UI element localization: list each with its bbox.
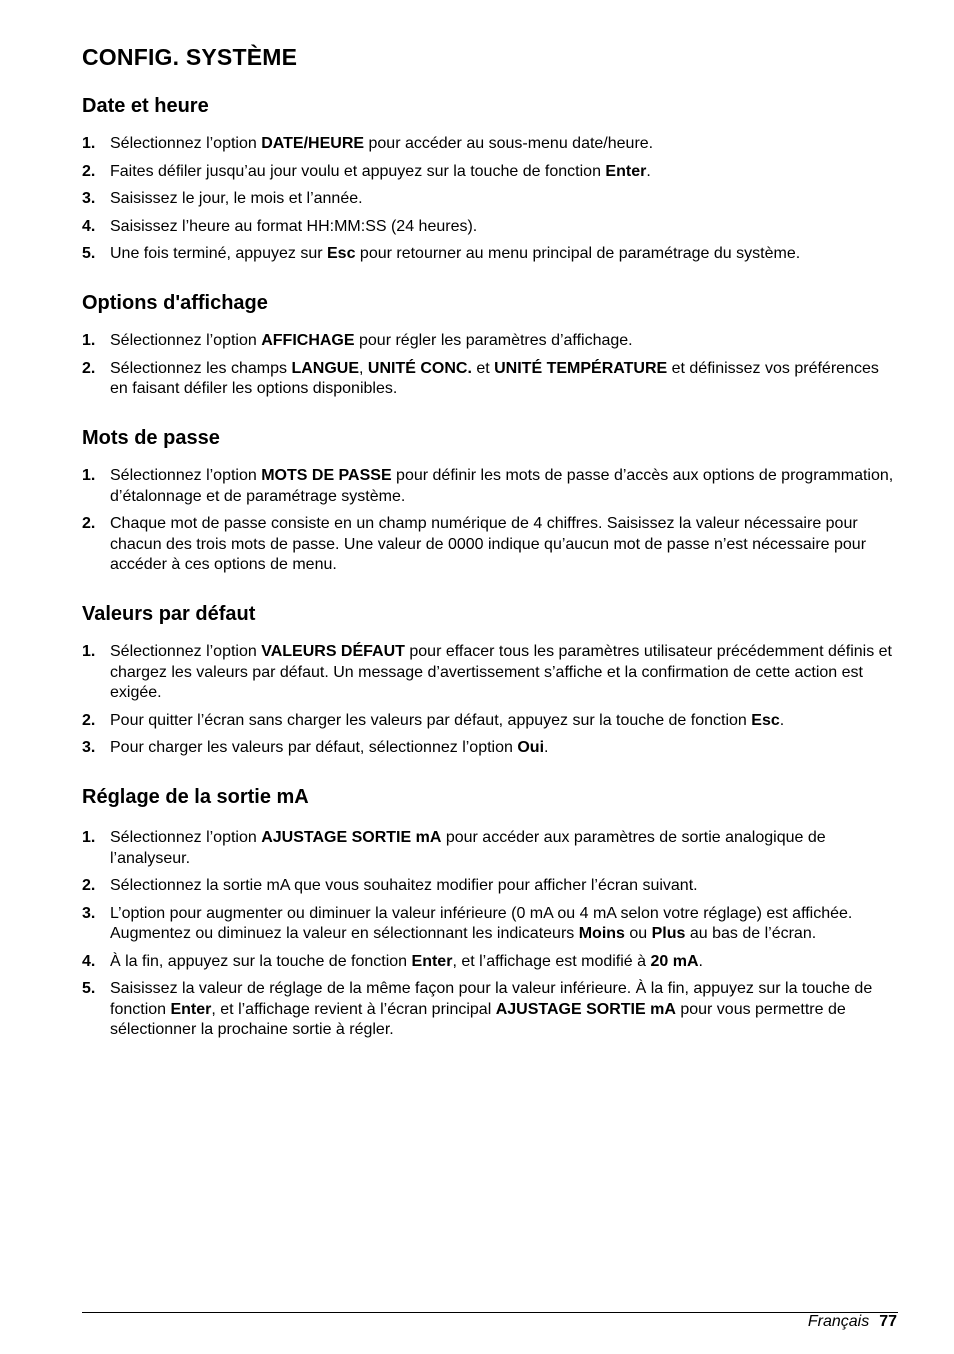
step-text [110,467,893,505]
list-item [82,642,898,704]
list-item [82,904,898,945]
text-run: pour vous permettre de sélectionner la prochaine sortie à régler. [110,1000,846,1038]
list-item [82,331,898,352]
bold-term: Moins [578,925,625,942]
bold-term: Enter [170,1000,212,1018]
step-number: 3. [82,904,96,922]
text-run: pour retourner au menu principal de paramétrage du système. [355,245,801,262]
bold-term: AJUSTAGE SORTIE mA [261,829,442,846]
step-list [82,828,898,1041]
bold-term: 20 mA [650,952,699,970]
text-run: Une fois terminé, appuyez sur [110,245,327,262]
text-run: et définissez vos préférences en faisant défiler les options disponibles. [110,359,879,397]
bold-term: UNITÉ TEMPÉRATURE [494,359,668,377]
list-item [82,738,898,759]
list-item [82,828,898,869]
text-run: Saisissez le jour, le mois et l’année. [110,190,363,207]
bold-term: LANGUE [291,359,359,377]
step-number: 1. [82,829,96,846]
text-run: pour accéder au sous-menu date/heure. [364,135,654,152]
text-run: Chaque mot de passe consiste en un champ numérique de 4 chiffres. Saisissez la valeur nécessaire pour chacun des trois mots de passe. Une valeur de 0000 indique qu’aucun mot de passe n’est nécessaire pour accéder à ces options de menu. [110,515,867,573]
step-text [110,190,363,207]
section-heading: Options d'affichage [82,292,268,314]
step-text [110,360,879,398]
step-number: 3. [82,190,96,207]
step-text [110,712,784,729]
step-number: 5. [82,980,96,997]
text-run: pour accéder aux paramètres de sortie analogique de l’analyseur. [110,829,826,867]
step-text [110,245,800,262]
section-heading: Mots de passe [82,427,220,449]
page-footer [808,1312,897,1332]
text-run: Sélectionnez l’option [110,829,262,846]
step-number: 1. [82,332,96,349]
bold-term: VALEURS DÉFAUT [261,643,405,660]
bold-term: AJUSTAGE SORTIE mA [495,1000,676,1018]
text-run: Sélectionnez l’option [110,332,262,349]
bold-term: Esc [751,711,780,729]
bold-term: Plus [651,925,686,942]
step-text [110,135,653,152]
text-run: au bas de l’écran. [685,925,817,942]
footer-language: Français [807,1313,870,1330]
text-run: , et l’affichage est modifié à [452,952,651,970]
step-text [110,739,548,756]
section-options-affichage [82,291,898,400]
step-text [110,877,698,894]
text-run: . [698,952,703,970]
section-heading: Réglage de la sortie mA [82,786,309,808]
list-item [82,979,898,1041]
text-run: Sélectionnez l’option [110,643,262,660]
bold-term: Esc [327,245,356,262]
bold-term: Enter [411,952,453,970]
section-date-heure [82,94,898,265]
step-text [110,643,892,701]
bold-term: UNITÉ CONC. [367,359,472,377]
text-run: À la fin, appuyez sur la touche de fonction [110,952,412,970]
list-item [82,217,898,238]
step-text [110,332,633,349]
list-item [82,189,898,210]
list-item [82,514,898,576]
text-run: et [471,359,495,377]
text-run: Sélectionnez l’option [110,135,262,152]
text-run: ou [624,925,652,942]
step-number: 1. [82,135,96,152]
step-text [110,953,703,970]
step-number: 2. [82,359,96,377]
text-run: Saisissez l’heure au format HH:MM:SS (24 heures). [110,217,478,235]
step-list [82,466,898,576]
step-text [110,218,477,235]
step-number: 2. [82,711,96,729]
section-reglage-sortie-ma [82,785,898,1041]
list-item [82,359,898,400]
text-run: pour régler les paramètres d’affichage. [354,332,633,349]
list-item [82,711,898,732]
text-run: Sélectionnez l’option [110,467,262,484]
list-item [82,162,898,183]
step-number: 2. [82,877,96,894]
step-number: 4. [82,952,96,970]
text-run: L’option pour augmenter ou diminuer la valeur inférieure (0 mA ou 4 mA selon votre réglage) est affichée. Augmentez ou diminuez la valeur en sélectionnant les indicateurs [110,904,853,942]
text-run: , et l’affichage revient à l’écran principal [211,1000,496,1018]
step-list [82,642,898,759]
text-run: Sélectionnez les champs [110,359,292,377]
step-number: 3. [82,739,96,756]
section-heading: Date et heure [82,95,209,117]
text-run: pour définir les mots de passe d’accès aux options de programmation, d’étalonnage et de paramétrage système. [110,467,894,505]
page-title: CONFIG. SYSTÈME [82,44,298,70]
section-valeurs-defaut [82,602,898,759]
text-run: Pour charger les valeurs par défaut, sélectionnez l’option [110,739,518,756]
step-list [82,134,898,265]
bold-term: Oui [517,739,545,756]
step-number: 2. [82,162,96,180]
step-number: 4. [82,217,96,235]
step-text [110,905,852,943]
step-number: 1. [82,643,96,660]
step-list [82,331,898,400]
step-number: 1. [82,467,96,484]
step-text [110,163,651,180]
text-run: . [646,162,651,180]
text-run: . [544,739,549,756]
bold-term: DATE/HEURE [261,135,365,152]
list-item [82,952,898,973]
text-run: Faites défiler jusqu’au jour voulu et appuyez sur la touche de fonction [110,162,606,180]
text-run: . [779,711,785,729]
list-item [82,134,898,155]
step-number: 5. [82,245,96,262]
step-text [110,980,872,1038]
text-run: Pour quitter l’écran sans charger les valeurs par défaut, appuyez sur la touche de fonction [110,711,752,729]
text-run: Sélectionnez la sortie mA que vous souhaitez modifier pour afficher l’écran suivant. [110,877,698,894]
text-run: Saisissez la valeur de réglage de la même façon pour la valeur inférieure. À la fin, appuyez sur la touche de fonction [110,980,873,1018]
list-item [82,466,898,507]
footer-divider [82,1312,898,1313]
step-number: 2. [82,515,96,532]
text-run: pour effacer tous les paramètres utilisateur précédemment définis et chargez les valeurs par défaut. Un message d’avertissement s’affiche et la confirmation de cette action est exigée. [110,643,892,701]
text-run: , [359,359,368,377]
bold-term: Enter [605,162,647,180]
section-heading: Valeurs par défaut [82,603,256,625]
list-item [82,876,898,897]
bold-term: AFFICHAGE [261,332,355,349]
bold-term: MOTS DE PASSE [261,467,392,484]
step-text [110,515,866,573]
list-item [82,244,898,265]
step-text [110,829,826,867]
section-mots-de-passe [82,426,898,576]
page-number: 77 [879,1313,897,1330]
